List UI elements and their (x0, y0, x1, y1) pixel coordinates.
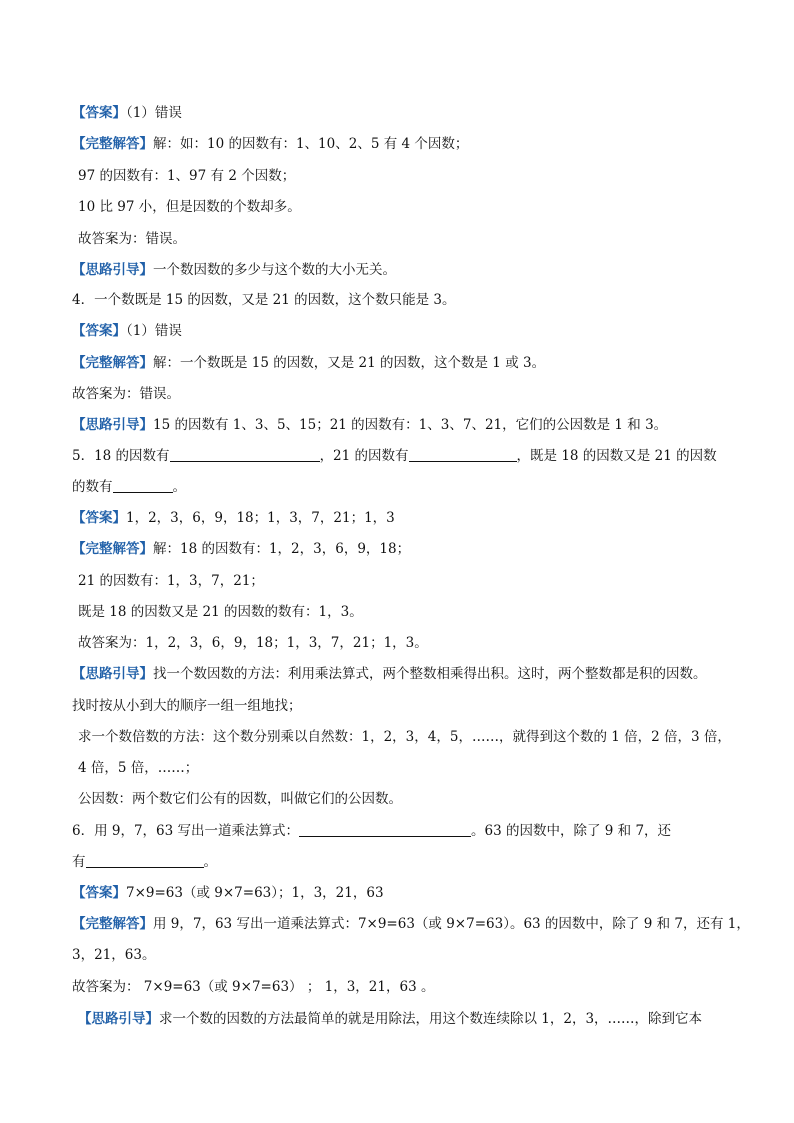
hint-line (72, 416, 667, 434)
question-text: ，21 的因数有 (319, 448, 409, 464)
hint-text: 15 的因数有 1、3、5、15；21 的因数有：1、3、7、21，它们的公因数是 1 和 3。 (153, 417, 668, 433)
answer-blank[interactable] (86, 853, 204, 868)
solution-label: 【完整解答】 (72, 916, 153, 932)
question-6-cont (72, 853, 217, 871)
question-6 (72, 822, 671, 840)
hint-label: 【思路引导】 (72, 666, 153, 682)
question-text: 。63 的因数中，除了 9 和 7，还 (471, 823, 672, 839)
question-4: 4．一个数既是 15 的因数，又是 21 的因数，这个数只能是 3。 (72, 292, 456, 308)
hint-line: 4 倍，5 倍，……； (78, 760, 199, 776)
answer-blank[interactable] (409, 447, 517, 462)
question-5-cont (72, 478, 186, 496)
hint-line (72, 665, 707, 683)
hint-line: 求一个数倍数的方法：这个数分别乘以自然数：1，2，3，4，5，……，就得到这个数的 1 倍，2 倍，3 倍， (78, 729, 731, 745)
hint-text: 找一个数因数的方法：利用乘法算式，两个整数相乘得出积。这时，两个整数都是积的因数。 (153, 666, 707, 682)
question-text: 。 (203, 854, 217, 870)
answer-label: 【答案】 (72, 323, 126, 339)
solution-line: 97 的因数有：1、97 有 2 个因数； (78, 168, 296, 184)
hint-line: 公因数：两个数它们公有的因数，叫做它们的公因数。 (78, 791, 402, 807)
answer-text: 7×9=63（或 9×7=63）；1，3，21，63 (126, 885, 384, 901)
solution-label: 【完整解答】 (72, 136, 153, 152)
hint-label: 【思路引导】 (72, 417, 153, 433)
hint-line: 找时按从小到大的顺序一组一组地找； (72, 698, 302, 714)
answer-blank[interactable] (170, 447, 320, 462)
answer-text: （1）错误 (126, 105, 182, 121)
solution-text: 用 9，7，63 写出一道乘法算式：7×9=63（或 9×7=63）。63 的因数中，除了 9 和 7，还有 1， (153, 916, 750, 932)
answer-text: 1，2，3，6，9，18；1，3，7，21；1，3 (126, 510, 395, 526)
solution-label: 【完整解答】 (72, 541, 153, 557)
solution-text: 解：如：10 的因数有：1、10、2、5 有 4 个因数； (153, 136, 469, 152)
question-text: ，既是 18 的因数又是 21 的因数 (516, 448, 717, 464)
answer-line (72, 509, 395, 527)
question-text: 。 (172, 479, 186, 495)
solution-line (72, 135, 468, 153)
question-5 (72, 447, 717, 465)
solution-line: 既是 18 的因数又是 21 的因数的数有：1，3。 (78, 604, 363, 620)
answer-label: 【答案】 (72, 105, 126, 121)
hint-line (78, 1010, 702, 1028)
solution-line: 故答案为：错误。 (78, 231, 186, 247)
answer-line (72, 322, 182, 340)
solution-line: 故答案为：1，2，3，6，9，18；1，3，7，21；1，3。 (78, 635, 428, 651)
answer-line (72, 104, 182, 122)
question-text: 有 (72, 854, 86, 870)
answer-line (72, 884, 384, 902)
question-text: 的数有 (72, 479, 113, 495)
hint-label: 【思路引导】 (78, 1011, 159, 1027)
hint-label: 【思路引导】 (72, 262, 153, 278)
solution-text: 解：18 的因数有：1，2，3，6，9，18； (153, 541, 411, 557)
answer-text: （1）错误 (126, 323, 182, 339)
question-text: 5．18 的因数有 (72, 448, 170, 464)
solution-text: 解：一个数既是 15 的因数，又是 21 的因数，这个数是 1 或 3。 (153, 355, 546, 371)
solution-line: 3，21，63。 (72, 947, 156, 963)
solution-line: 21 的因数有：1，3，7，21； (78, 573, 264, 589)
solution-line: 故答案为： 7×9=63（或 9×7=63） ； 1，3，21，63 。 (72, 979, 435, 995)
answer-label: 【答案】 (72, 510, 126, 526)
answer-blank[interactable] (113, 478, 173, 493)
solution-line: 故答案为：错误。 (72, 386, 180, 402)
solution-line (72, 354, 545, 372)
solution-line (72, 540, 410, 558)
hint-text: 求一个数的因数的方法最简单的就是用除法，用这个数连续除以 1，2，3，……，除到它本 (159, 1011, 703, 1027)
hint-text: 一个数因数的多少与这个数的大小无关。 (153, 262, 396, 278)
question-text: 6．用 9，7，63 写出一道乘法算式： (72, 823, 300, 839)
hint-line (72, 261, 396, 279)
solution-line: 10 比 97 小，但是因数的个数却多。 (78, 199, 301, 215)
solution-label: 【完整解答】 (72, 355, 153, 371)
solution-line (72, 915, 750, 933)
answer-blank[interactable] (299, 822, 471, 837)
answer-label: 【答案】 (72, 885, 126, 901)
